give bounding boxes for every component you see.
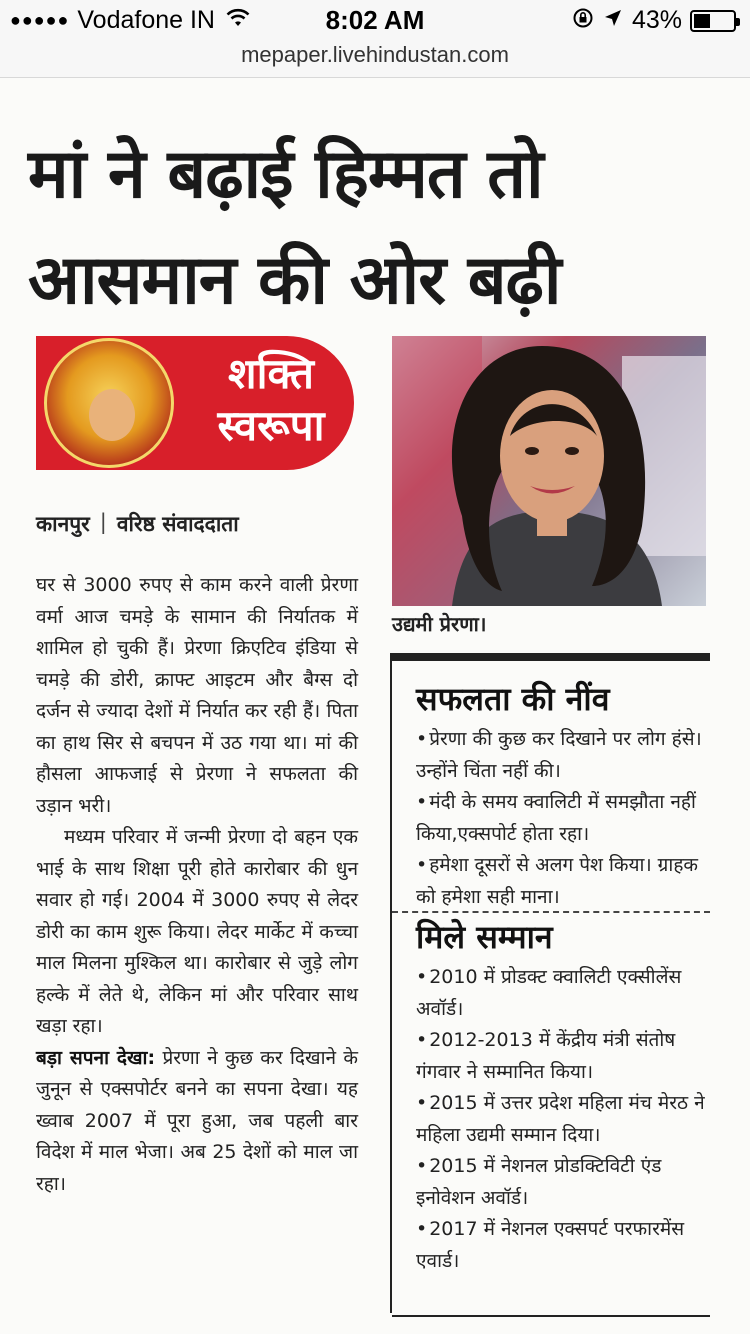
byline — [36, 510, 239, 538]
list-item: • 2012-2013 में केंद्रीय मंत्री संतोष गंगवार ने सम्मानित किया। — [416, 1025, 706, 1088]
rotation-lock-icon — [572, 7, 594, 35]
series-badge — [36, 336, 354, 470]
box-bottom-rule — [392, 1315, 710, 1317]
box-top-rule — [392, 653, 710, 661]
carrier-name: Vodafone IN — [77, 6, 215, 34]
list-item: • 2015 में उत्तर प्रदेश महिला मंच मेरठ ने महिला उद्यमी सम्मान दिया। — [416, 1088, 706, 1151]
list-item: • 2010 में प्रोडक्ट क्वालिटी एक्सीलेंस अवॉर्ड। — [416, 962, 706, 1025]
paragraph-3-lead: बड़ा सपना देखा: — [36, 1046, 156, 1069]
honours-list — [416, 962, 706, 1277]
byline-city: कानपुर — [36, 512, 90, 536]
status-right — [572, 6, 736, 35]
foundation-list — [416, 724, 706, 913]
honours-title: मिले सम्मान — [416, 918, 553, 956]
signal-strength-icon: ●●●●● — [10, 10, 70, 30]
photo-caption: उद्यमी प्रेरणा। — [392, 612, 487, 636]
list-item: • 2015 में नेशनल प्रोडक्टिविटी एंड इनोवेशन अवॉर्ड। — [416, 1151, 706, 1214]
honours-section — [392, 915, 710, 1277]
goddess-emblem — [44, 338, 174, 468]
sidebar-box — [390, 653, 708, 1313]
byline-author: वरिष्ठ संवाददाता — [116, 512, 239, 536]
location-arrow-icon — [604, 9, 622, 33]
article-body — [36, 570, 358, 1200]
battery-fill — [694, 14, 710, 28]
paragraph-3-text: प्रेरणा ने कुछ कर दिखाने के जुनून से एक्सपोर्टर बनने का सपना देखा। यह ख्वाब 2007 में पूरा हुआ, जब पहली बार विदेश में माल भेजा। अब 25 देशों को माल जा रहा। — [36, 1046, 358, 1195]
foundation-section — [392, 677, 710, 913]
goddess-face — [89, 389, 135, 441]
paragraph-1: घर से 3000 रुपए से काम करने वाली प्रेरणा वर्मा आज चमड़े के सामान की निर्यातक में शामिल हो चुकी हैं। प्रेरणा क्रिएटिव इंडिया से चमड़े की डोरी, क्राफ्ट आइटम और बैग्स दो दर्जन से ज्यादा देशों में निर्यात कर रही हैं। पिता का हाथ सिर से बचपन में उठ गया था। मां की हौसला आफजाई से प्रेरणा ने सफलता की उड़ान भरी। — [36, 574, 358, 817]
foundation-title: सफलता की नींव — [416, 680, 610, 718]
article-headline — [28, 122, 728, 334]
url-text[interactable]: mepaper.livehindustan.com — [241, 42, 509, 67]
list-item: • प्रेरणा की कुछ कर दिखाने पर लोग हंसे। उन्होंने चिंता नहीं की। — [416, 724, 706, 787]
badge-line-1: शक्ति — [228, 349, 314, 398]
list-item: • मंदी के समय क्वालिटी में समझौता नहीं किया,एक्सपोर्ट होता रहा। — [416, 787, 706, 850]
paragraph-3 — [36, 1043, 358, 1201]
section-divider — [392, 911, 710, 913]
badge-label — [196, 348, 346, 452]
battery-percent: 43% — [631, 6, 682, 34]
list-item: • 2017 में नेशनल एक्सपर्ट परफारमेंस एवार्ड। — [416, 1214, 706, 1277]
battery-icon — [690, 10, 736, 32]
headline-line-1: मां ने बढ़ाई हिम्मत तो — [28, 135, 543, 214]
portrait-photo — [392, 336, 706, 606]
portrait-illustration — [392, 336, 706, 606]
byline-separator: | — [99, 510, 107, 534]
status-bar — [0, 0, 750, 40]
clock: 8:02 AM — [325, 5, 425, 35]
address-bar[interactable] — [0, 40, 750, 78]
paragraph-2: मध्यम परिवार में जन्मी प्रेरणा दो बहन एक भाई के साथ शिक्षा पूरी होते कारोबार की धुन सवार हो गई। 2004 में 3000 रुपए से लेदर डोरी का काम शुरू किया। लेदर मार्केट में कच्चा माल मिलना मुश्किल था। कारोबार से जुड़े लोग हल्के में लेते थे, लेकिन मां और परिवार साथ खड़ा रहा। — [36, 826, 358, 1037]
badge-line-2: स्वरूपा — [217, 401, 325, 450]
headline-line-2: आसमान की ओर बढ़ी — [28, 241, 561, 320]
list-item: • हमेशा दूसरों से अलग पेश किया। ग्राहक को हमेशा सही माना। — [416, 850, 706, 913]
newspaper-clipping — [0, 78, 750, 1334]
